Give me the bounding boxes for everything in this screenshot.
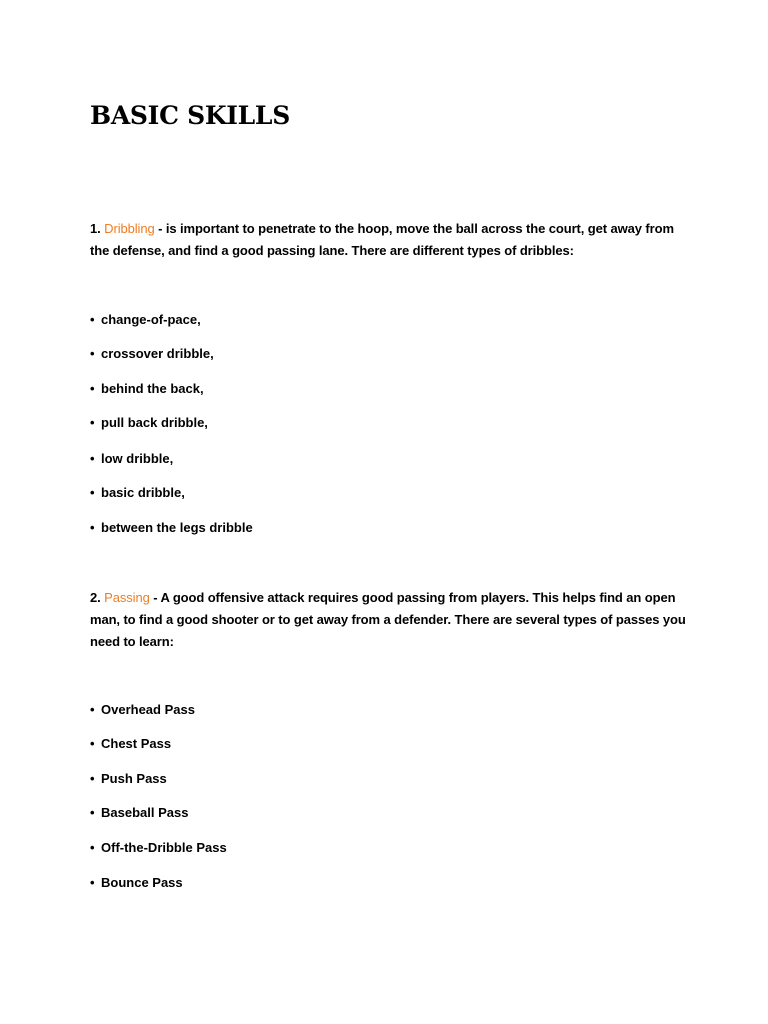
list-item (90, 344, 214, 364)
section-number: 1. (90, 221, 101, 236)
list-item (90, 483, 185, 503)
section-number: 2. (90, 590, 101, 605)
list-item-label: behind the back, (101, 381, 204, 396)
list-item-label: Push Pass (101, 771, 167, 786)
list-item (90, 310, 201, 330)
bullet-icon: • (90, 451, 95, 466)
section-dribbling-paragraph (90, 218, 690, 262)
bullet-icon: • (90, 875, 95, 890)
bullet-icon: • (90, 840, 95, 855)
list-item (90, 734, 171, 754)
list-item-label: pull back dribble, (101, 415, 208, 430)
list-item-label: between the legs dribble (101, 520, 253, 535)
list-item (90, 700, 195, 720)
list-item-label: low dribble, (101, 451, 174, 466)
list-item-label: basic dribble, (101, 485, 185, 500)
bullet-icon: • (90, 415, 95, 430)
list-item (90, 413, 208, 433)
bullet-icon: • (90, 485, 95, 500)
section-description: - A good offensive attack requires good passing from players. This helps find an open man, to find a good shooter or to get away from a defender. There are several types of passes you need to learn: (90, 590, 686, 649)
list-item (90, 873, 183, 893)
bullet-icon: • (90, 312, 95, 327)
bullet-icon: • (90, 381, 95, 396)
list-item-label: Overhead Pass (101, 702, 195, 717)
list-item (90, 518, 253, 538)
list-item-label: Baseball Pass (101, 805, 189, 820)
bullet-icon: • (90, 702, 95, 717)
bullet-icon: • (90, 805, 95, 820)
bullet-icon: • (90, 346, 95, 361)
list-item (90, 449, 173, 469)
list-item (90, 838, 227, 858)
bullet-icon: • (90, 736, 95, 751)
bullet-icon: • (90, 771, 95, 786)
list-item-label: change-of-pace, (101, 312, 201, 327)
section-term-passing: Passing (104, 590, 150, 605)
section-term-dribbling: Dribbling (104, 221, 155, 236)
page-title: BASIC SKILLS (90, 101, 290, 130)
list-item-label: crossover dribble, (101, 346, 214, 361)
section-description: - is important to penetrate to the hoop, move the ball across the court, get away from the defense, and find a good passing lane. There are different types of dribbles: (90, 221, 674, 258)
list-item-label: Off-the-Dribble Pass (101, 840, 227, 855)
bullet-icon: • (90, 520, 95, 535)
list-item (90, 379, 204, 399)
list-item-label: Chest Pass (101, 736, 172, 751)
section-passing-paragraph (90, 587, 690, 653)
list-item (90, 769, 167, 789)
list-item-label: Bounce Pass (101, 875, 183, 890)
list-item (90, 803, 188, 823)
